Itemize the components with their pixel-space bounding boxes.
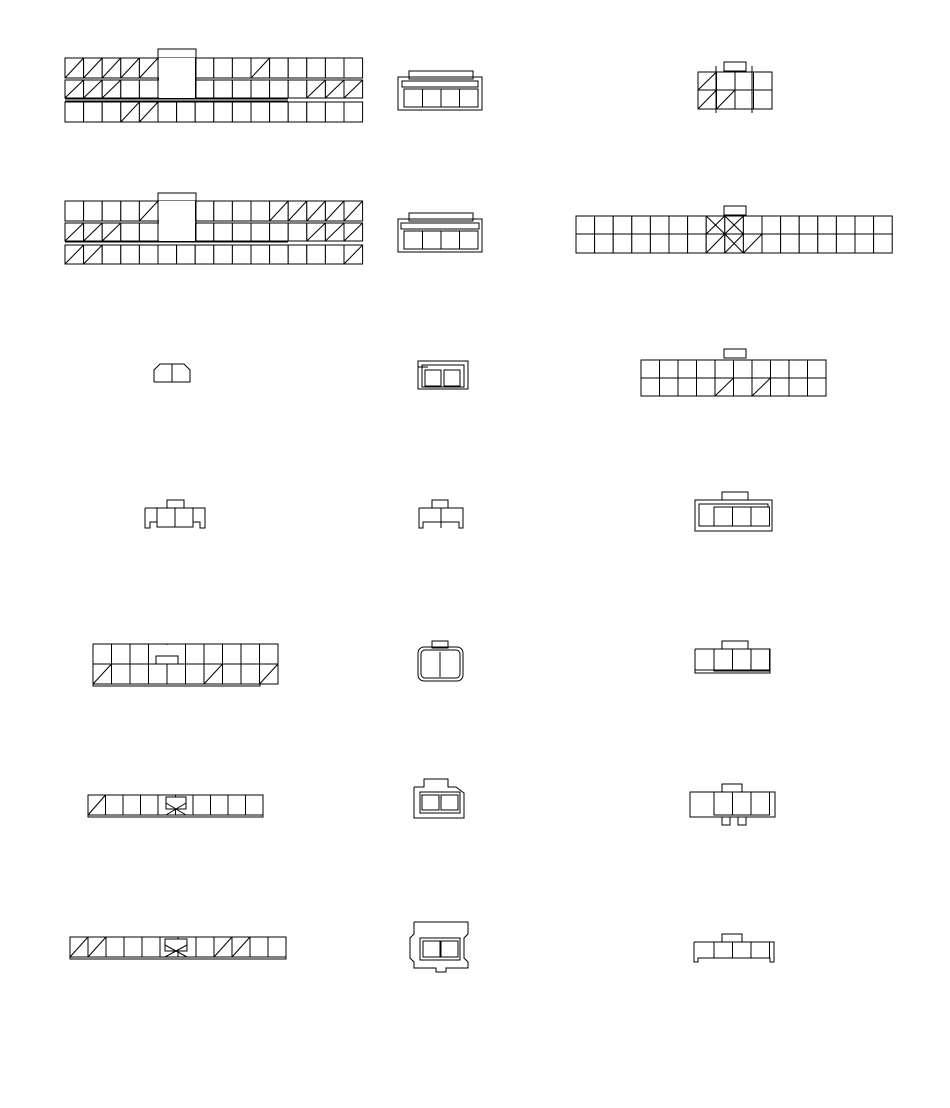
- terminal-cavity: [193, 795, 211, 815]
- terminal-cavity: [93, 644, 112, 664]
- terminal-cavity: [158, 102, 177, 122]
- terminal-cavity: [196, 937, 214, 957]
- terminal-cavity: [714, 792, 733, 815]
- locking-tab: [724, 62, 746, 71]
- connector-4way-c: [695, 492, 772, 531]
- terminal-cavity: [214, 223, 233, 241]
- terminal-cavity: [762, 216, 781, 234]
- terminal-cavity: [595, 234, 614, 253]
- terminal-cavity: [714, 507, 733, 526]
- terminal-cavity: [660, 378, 679, 396]
- connector-2way-d: [419, 500, 463, 528]
- terminal-cavity: [123, 795, 141, 815]
- terminal-cavity: [460, 89, 479, 107]
- locking-tab: [165, 939, 187, 951]
- terminal-cavity: [422, 795, 439, 810]
- connector-2way-f: [410, 922, 468, 972]
- terminal-cavity: [714, 942, 733, 958]
- terminal-cavity: [195, 223, 214, 241]
- terminal-cavity: [818, 216, 837, 234]
- terminal-cavity: [697, 378, 716, 396]
- terminal-cavity: [251, 201, 270, 221]
- terminal-cavity: [175, 508, 193, 527]
- locking-tab: [724, 206, 746, 215]
- terminal-cavity: [157, 508, 175, 527]
- terminal-cavity: [754, 90, 773, 109]
- terminal-cavity: [232, 102, 251, 122]
- terminal-cavity: [751, 792, 770, 815]
- release-tab: [722, 817, 730, 825]
- latch-rail: [402, 81, 478, 87]
- terminal-cavity: [186, 664, 205, 684]
- terminal-cavity: [270, 102, 289, 122]
- connector-2way-e: [414, 779, 464, 818]
- terminal-cavity: [789, 360, 808, 378]
- locking-tab: [156, 656, 178, 664]
- locking-tab: [432, 500, 448, 508]
- terminal-cavity: [678, 378, 697, 396]
- terminal-cavity: [423, 941, 440, 957]
- terminal-cavity: [142, 937, 160, 957]
- locking-tab: [722, 934, 742, 942]
- terminal-cavity: [260, 644, 279, 664]
- connector-2way-oval: [418, 641, 463, 681]
- terminal-cavity: [307, 245, 326, 264]
- terminal-cavity: [288, 245, 307, 264]
- terminal-cavity: [214, 245, 233, 264]
- terminal-cavity: [102, 201, 121, 221]
- terminal-cavity: [855, 234, 874, 253]
- terminal-cavity: [288, 102, 307, 122]
- terminal-cavity: [270, 58, 289, 78]
- terminal-cavity: [223, 664, 242, 684]
- terminal-cavity: [836, 216, 855, 234]
- terminal-cavity: [715, 360, 734, 378]
- terminal-cavity: [149, 664, 168, 684]
- terminal-cavity: [112, 664, 131, 684]
- terminal-cavity: [232, 223, 251, 241]
- connector-1row-long-b: [70, 937, 286, 959]
- terminal-cavity: [65, 201, 84, 221]
- locking-tab: [722, 641, 748, 649]
- terminal-cavity: [195, 102, 214, 122]
- terminal-cavity: [734, 360, 753, 378]
- locking-tab: [722, 492, 748, 500]
- connector-large-3row-b: [65, 193, 363, 264]
- terminal-cavity: [714, 649, 733, 671]
- terminal-cavity: [641, 378, 660, 396]
- terminal-cavity: [660, 360, 679, 378]
- housing-left: [154, 364, 172, 382]
- terminal-cavity: [688, 234, 707, 253]
- terminal-cavity: [130, 644, 149, 664]
- locking-ramp: [409, 71, 473, 79]
- housing-right: [172, 364, 190, 382]
- terminal-cavity: [576, 234, 595, 253]
- terminal-cavity: [678, 360, 697, 378]
- terminal-cavity: [781, 234, 800, 253]
- terminal-cavity: [441, 231, 460, 249]
- terminal-cavity: [444, 370, 460, 386]
- terminal-cavity: [112, 644, 131, 664]
- terminal-cavity: [270, 80, 289, 98]
- terminal-cavity: [762, 234, 781, 253]
- terminal-cavity: [754, 72, 773, 90]
- latch-rail: [401, 223, 479, 229]
- terminal-cavity: [733, 792, 752, 815]
- terminal-cavity: [717, 72, 736, 90]
- terminal-cavity: [251, 80, 270, 98]
- connector-2x10: [641, 349, 826, 396]
- terminal-cavity: [250, 937, 268, 957]
- terminal-cavity: [139, 223, 158, 241]
- terminal-cavity: [325, 102, 344, 122]
- terminal-cavity: [460, 231, 479, 249]
- terminal-cavity: [102, 102, 121, 122]
- terminal-cavity: [752, 360, 771, 378]
- terminal-cavity: [177, 102, 196, 122]
- terminal-cavity: [232, 58, 251, 78]
- terminal-cavity: [139, 245, 158, 264]
- terminal-cavity: [808, 378, 827, 396]
- terminal-cavity: [874, 216, 893, 234]
- terminal-cavity: [733, 942, 752, 958]
- terminal-cavity: [632, 234, 651, 253]
- terminal-cavity: [121, 223, 140, 241]
- terminal-cavity: [158, 245, 177, 264]
- terminal-cavity: [232, 245, 251, 264]
- terminal-cavity: [325, 245, 344, 264]
- terminal-cavity: [874, 234, 893, 253]
- terminal-cavity: [325, 58, 344, 78]
- terminal-cavity: [246, 795, 264, 815]
- terminal-cavity: [270, 245, 289, 264]
- terminal-cavity: [771, 360, 790, 378]
- terminal-cavity: [232, 201, 251, 221]
- terminal-cavity: [195, 58, 214, 78]
- terminal-cavity: [195, 80, 214, 98]
- terminal-cavity: [307, 102, 326, 122]
- locking-tab: [722, 784, 742, 792]
- terminal-cavity: [650, 216, 669, 234]
- terminal-cavity: [84, 102, 103, 122]
- terminal-cavity: [771, 378, 790, 396]
- terminal-cavity: [632, 216, 651, 234]
- connector-2way-b: [418, 361, 468, 389]
- terminal-cavity: [106, 795, 124, 815]
- terminal-cavity: [214, 102, 233, 122]
- connector-large-3row-a: [65, 49, 363, 122]
- terminal-cavity: [195, 245, 214, 264]
- connector-4way-d: [690, 784, 775, 825]
- terminal-cavity: [288, 223, 307, 241]
- terminal-cavity: [204, 644, 223, 664]
- terminal-cavity: [223, 644, 242, 664]
- terminal-cavity: [268, 937, 286, 957]
- terminal-cavity: [751, 507, 770, 526]
- terminal-cavity: [139, 80, 158, 98]
- terminal-cavity: [404, 231, 423, 249]
- terminal-cavity: [121, 245, 140, 264]
- terminal-cavity: [799, 234, 818, 253]
- terminal-cavity: [441, 795, 458, 810]
- terminal-cavity: [799, 216, 818, 234]
- terminal-cavity: [613, 234, 632, 253]
- terminal-cavity: [613, 216, 632, 234]
- terminal-cavity: [697, 360, 716, 378]
- terminal-cavity: [423, 231, 442, 249]
- connector-3way-a: [695, 641, 770, 673]
- terminal-cavity: [228, 795, 246, 815]
- terminal-cavity: [836, 234, 855, 253]
- terminal-cavity: [441, 941, 458, 957]
- terminal-cavity: [733, 507, 752, 526]
- terminal-cavity: [734, 378, 753, 396]
- terminal-cavity: [177, 245, 196, 264]
- terminal-cavity: [251, 102, 270, 122]
- terminal-cavity: [121, 201, 140, 221]
- terminal-cavity: [102, 245, 121, 264]
- terminal-cavity: [241, 664, 260, 684]
- terminal-cavity: [65, 102, 84, 122]
- terminal-cavity: [288, 80, 307, 98]
- terminal-cavity: [141, 795, 159, 815]
- terminal-cavity: [781, 216, 800, 234]
- terminal-cavity: [735, 72, 754, 90]
- terminal-cavity: [124, 937, 142, 957]
- terminal-cavity: [818, 234, 837, 253]
- locking-tab: [166, 797, 186, 809]
- connector-4way-b: [398, 213, 482, 252]
- terminal-cavity: [214, 58, 233, 78]
- terminal-cavity: [423, 89, 442, 107]
- terminal-cavity: [84, 201, 103, 221]
- terminal-cavity: [576, 216, 595, 234]
- terminal-cavity: [789, 378, 808, 396]
- terminal-cavity: [214, 80, 233, 98]
- locking-tab: [167, 500, 184, 508]
- terminal-cavity: [650, 234, 669, 253]
- terminal-cavity: [121, 80, 140, 98]
- terminal-cavity: [751, 649, 770, 671]
- terminal-cavity: [743, 216, 762, 234]
- terminal-cavity: [855, 216, 874, 234]
- terminal-cavity: [270, 223, 289, 241]
- terminal-cavity: [288, 58, 307, 78]
- terminal-cavity: [251, 245, 270, 264]
- terminal-cavity: [595, 216, 614, 234]
- connector-2way-c: [145, 500, 205, 528]
- terminal-cavity: [186, 644, 205, 664]
- terminal-cavity: [344, 58, 363, 78]
- terminal-cavity: [735, 90, 754, 109]
- connector-wide-2row: [576, 206, 892, 253]
- connector-2x4-a: [698, 62, 772, 113]
- terminal-cavity: [130, 664, 149, 684]
- terminal-cavity: [751, 942, 770, 958]
- terminal-cavity: [344, 102, 363, 122]
- terminal-cavity: [214, 201, 233, 221]
- terminal-cavity: [669, 234, 688, 253]
- terminal-cavity: [251, 223, 270, 241]
- locking-tab: [724, 349, 746, 358]
- terminal-cavity: [441, 89, 460, 107]
- tab-body: [159, 201, 195, 241]
- terminal-cavity: [211, 795, 229, 815]
- terminal-cavity: [641, 360, 660, 378]
- terminal-cavity: [307, 58, 326, 78]
- terminal-cavity: [808, 360, 827, 378]
- release-tab: [738, 817, 746, 825]
- terminal-cavity: [241, 644, 260, 664]
- terminal-cavity: [195, 201, 214, 221]
- connector-4way-a: [398, 71, 482, 110]
- connector-2way-a: [154, 364, 190, 382]
- terminal-cavity: [232, 80, 251, 98]
- tab-body: [159, 58, 195, 98]
- terminal-cavity: [669, 216, 688, 234]
- connector-2row-slim: [93, 644, 278, 686]
- terminal-cavity: [688, 216, 707, 234]
- terminal-cavity: [106, 937, 124, 957]
- terminal-cavity: [167, 664, 186, 684]
- terminal-cavity: [425, 370, 441, 386]
- terminal-cavity: [404, 89, 423, 107]
- locking-ramp: [409, 213, 473, 221]
- connector-1row-long-a: [88, 795, 263, 817]
- connector-3way-b: [694, 934, 774, 962]
- terminal-cavity: [733, 649, 752, 671]
